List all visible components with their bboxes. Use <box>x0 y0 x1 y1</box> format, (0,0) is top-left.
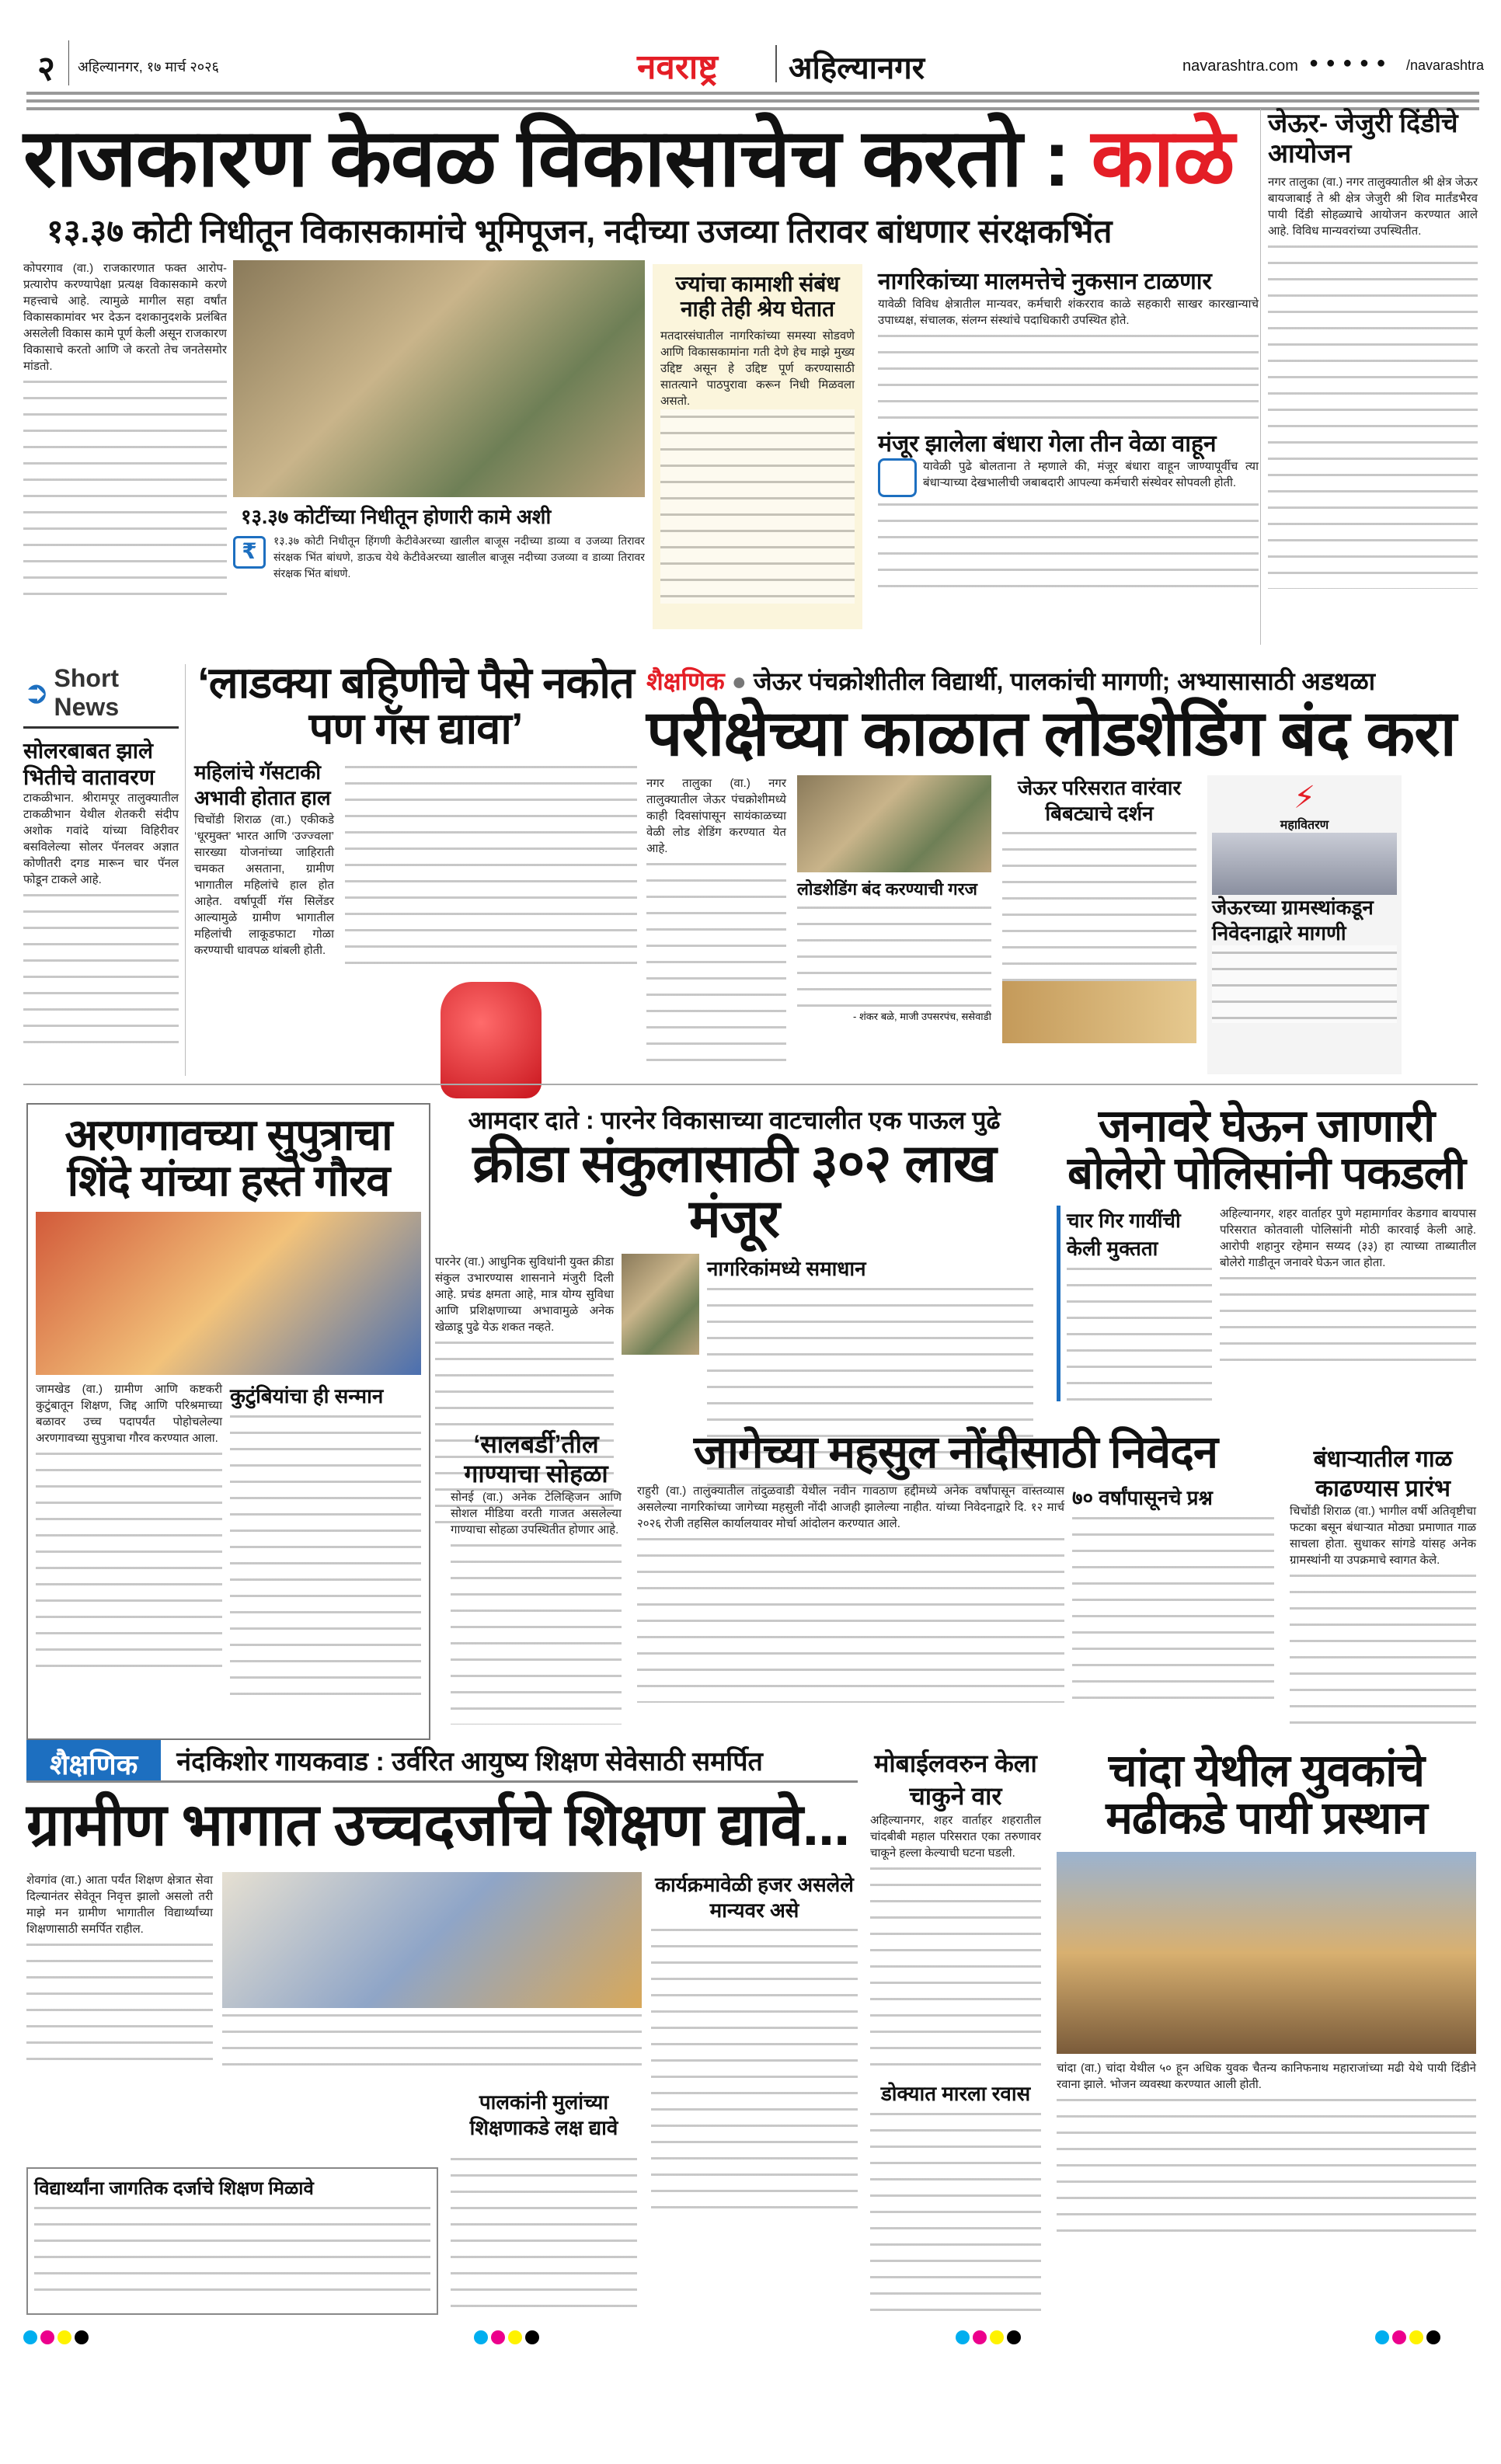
story-property-text: यावेळी विविध क्षेत्रातील मान्यवर, कर्मचारी शंकरराव काळे सहकारी साखर कारखान्याचे उपाध्यक्ष, संचालक, संलग्न संस्थांचे पदाधिकारी उपस्थित होते. <box>878 298 1259 327</box>
lead-subhead: १३.३७ कोटी निधीतून विकासकामांचे भूमिपूजन, नदीच्या उजव्या तिरावर बांधणार संरक्षकभिंत <box>47 213 1113 249</box>
mobile-story <box>870 1748 1041 2324</box>
story-dam-text: यावेळी पुढे बोलताना ते म्हणाले की, मंजूर बंधारा वाहून जाण्यापूर्वीच त्या बंधाऱ्याच्या देखभालीची जबाबदारी आपल्या कर्मचारी संस्थेवर सोपवली होती. <box>923 460 1259 489</box>
education-sub1: कार्यक्रमावेळी हजर असलेले मान्यवर असे <box>655 1873 854 1922</box>
bolero-story <box>1057 1103 1476 1401</box>
mobile-title: मोबाईलवरुन केला चाकुने वार <box>874 1749 1037 1810</box>
chanda-title: चांदा येथील युवकांचे मढीकडे पायी प्रस्थान <box>1106 1745 1427 1843</box>
education-title: ग्रामीण भागात उच्चदर्जाचे शिक्षण द्यावे... <box>26 1792 850 1858</box>
bolero-text: अहिल्यानगर, शहर वार्ताहर पुणे महामार्गावर केडगाव बायपास परिसरात कोतवाली पोलिसांनी मोठी कारवाई केली आहे. आरोपी शहानुर रहेमान सय्यद (३३) हा त्याच्या ताब्यातील बोलेरो गाडीतून जनावरे घेऊन जात होता. <box>1220 1206 1476 1269</box>
rupee-icon: ₹ <box>233 536 266 569</box>
arrow-icon: ➲ <box>23 676 50 710</box>
loadshedding-text: नगर तालुका (वा.) नगर तालुक्यातील जेऊर पंचक्रोशीमध्ये काही दिवसांपासून सायंकाळच्या वेळी लोड शेडिंग करण्यात येत आहे. <box>646 777 786 856</box>
lead-box-text: १३.३७ कोटी निधीतून हिंगणी केटीवेअरच्या खालील बाजूस नदीच्या डाव्या व उजव्या तिरावर संरक्षक भिंत बांधणे, डाऊच येथे केटीवेअरच्या खालील बाजूस नदीच्या उजव्या व डाव्या तिरावर संरक्षक भिंत बांधणे. <box>273 534 645 579</box>
education-photo <box>222 1872 642 2008</box>
gas-text: चिचोंडी शिराळ (वा.) एकीकडे ‘धूरमुक्त’ भारत आणि ‘उज्ज्वला’ सारख्या योजनांच्या जाहिराती चमकत असताना, ग्रामीण भागातील महिलांचे हाल होत आहेत. वर्षापूर्वी गॅस सिलेंडर आल्यामुळे ग्रामीण भागातील महिलांची लाकूडफाटा गोळा करण्याची धावपळ थांबली होती. <box>194 813 334 958</box>
silt-story <box>1290 1445 1476 1724</box>
felicitation-photo <box>36 1212 421 1375</box>
sub2: जेऊर परिसरात वारंवार बिबट्याचे दर्शन <box>1017 776 1182 825</box>
brand-logo: नवराष्ट्र <box>637 48 718 86</box>
sub3: जेऊरच्या ग्रामस्थांकडून निवेदनाद्वारे मागणी <box>1212 896 1374 945</box>
lead-photo <box>233 260 645 497</box>
education-band <box>26 1740 858 1783</box>
silt-title: बंधाऱ्यातील गाळ काढण्यास प्रारंभ <box>1313 1446 1453 1502</box>
sidebar-box <box>653 264 862 629</box>
dindi-title: जेऊर- जेजुरी दिंडीचे आयोजन <box>1268 109 1458 169</box>
mla-portrait <box>622 1254 699 1355</box>
story-property-title: नागरिकांच्या मालमत्तेचे नुकसान टाळणार <box>878 269 1212 294</box>
color-registration-marks <box>23 2330 92 2348</box>
education-sub3: विद्यार्थ्यांना जागतिक दर्जाचे शिक्षण मिळावे <box>34 2178 314 2199</box>
dindi-story <box>1268 109 1478 589</box>
short-news-title: सोलरबाबत झाले भितीचे वातावरण <box>23 739 155 789</box>
land-story <box>637 1429 1274 1705</box>
gas-title: ‘लाडक्या बहिणीचे पैसे नकोत पण गॅस द्यावा’ <box>197 658 634 753</box>
quote-icon <box>878 458 917 497</box>
sports-text: पारनेर (वा.) आधुनिक सुविधांनी युक्त क्रीडा संकुल उभारण्यास शासनाने मंजुरी दिली आहे. प्रचंड क्षमता आहे, मात्र योग्य सुविधा आणि प्रशिक्षणाच्या अभावामुळे अनेक खेळाडू पुढे येऊ शकत नव्हते. <box>435 1255 614 1334</box>
salbardi-title: ‘सालबर्डी’तील गाण्याचा सोहळा <box>464 1430 608 1488</box>
sports-sub: नागरिकांमध्ये समाधान <box>707 1256 866 1280</box>
chanda-story <box>1057 1745 1476 2233</box>
bolero-title: जनावरे घेऊन जाणारी बोलेरो पोलिसांनी पकडली <box>1067 1101 1466 1199</box>
dindi-text: नगर तालुका (वा.) नगर तालुक्यातील श्री क्षेत्र जेऊर बायजाबाई ते श्री क्षेत्र जेजुरी श्री शिव मार्तंडभैरव पायी दिंडी सोहळ्याचे आयोजन करण्यात आले आहे. विविध मान्यवरांच्या उपस्थितीत. <box>1268 176 1478 238</box>
sub1: लोडशेडिंग बंद करण्याची गरज <box>797 879 977 900</box>
loadshedding-title: परीक्षेच्या काळात लोडशेडिंग बंद करा <box>646 698 1456 769</box>
arangaon-title: अरणगावच्या सुपुत्राचा शिंदे यांच्या हस्ते गौरव <box>64 1110 392 1205</box>
mobile-sub: डोक्यात मारला रवास <box>880 2082 1031 2106</box>
mobile-text: अहिल्यानगर, शहर वार्ताहर शहरातील चांदबीबी महाल परिसरात एका तरुणावर चाकूने हल्ला केल्याची घटना घडली. <box>870 1814 1041 1860</box>
social-handle[interactable]: /navarashtra <box>1406 57 1485 73</box>
short-news-text: टाकळीभान. श्रीरामपूर तालुक्यातील टाकळीभान येथील शेतकरी संदीप अशोक गवांदे यांच्या विहिरीवर बसविलेल्या सोलर पॅनलवर अज्ञात कोणीतरी दगड मारून चार पॅनल फोडून टाकले आहे. <box>23 792 179 887</box>
pilgrims-photo <box>1057 1852 1476 2054</box>
chanda-text: चांदा (वा.) चांदा येथील ५० हून अधिक युवक चैतन्य कानिफनाथ महाराजांच्या मढी येथे पायी दिंडीने रवाना झाले. भोजन व्यवस्था करण्यात आली होती. <box>1057 2061 1476 2091</box>
lead-headline <box>23 113 1235 204</box>
land-title: जागेच्या महसुल नोंदीसाठी निवेदन <box>693 1427 1218 1477</box>
bolero-sub: चार गिर गायींची केली मुक्तता <box>1067 1208 1181 1260</box>
education-sub2: पालकांनी मुलांच्या शिक्षणाकडे लक्ष द्यावे <box>469 2090 618 2139</box>
strap: जेऊर पंचक्रोशीतील विद्यार्थी, पालकांची मागणी; अभ्यासासाठी अडथळा <box>753 667 1376 695</box>
mahavitaran-logo-icon: ⚡ <box>1293 781 1316 816</box>
lead-headline-text: राजकारण केवळ विकासाचेच करतो : <box>23 113 1070 204</box>
gas-subtitle: महिलांचे गॅसटाकी अभावी होतात हाल <box>194 760 331 810</box>
silt-text: चिचोंडी शिराळ (वा.) भागील वर्षी अतिवृष्टीचा फटका बसून बंधाऱ्यात मोठ्या प्रमाणात गाळ साचला होता. सुधाकर सांगडे यांसह अनेक ग्रामस्थांनी या उपक्रमाचे स्वागत केले. <box>1290 1505 1476 1567</box>
arangaon-text: जामखेड (वा.) ग्रामीण आणि कष्टकरी कुटुंबातून शिक्षण, जिद्द आणि परिश्रमाच्या बळावर उच्च पदापर्यंत पोहोचलेल्या अरणगावच्या सुपुत्राचा गौरव करण्यात आला. <box>36 1382 222 1445</box>
lead-caption: १३.३७ कोटींच्या निधीतून होणारी कामे अशी <box>241 505 552 528</box>
sidebar-box-text: मतदारसंघातील नागरिकांच्या समस्या सोडवणे आणि विकासकामांना गती देणे हेच माझे मुख्य उद्दिष्ट असून हे उद्दिष्ट पूर्ण करण्यासाठी सातत्याने पाठपुरावा करून निधी मिळवला असतो. <box>660 329 855 409</box>
education-kicker: शैक्षणिक <box>26 1740 161 1780</box>
gas-story <box>194 660 637 1103</box>
leopard-photo <box>1002 981 1196 1043</box>
salbardi-story <box>451 1429 622 1724</box>
color-registration-marks <box>956 2330 1024 2348</box>
short-news <box>23 664 179 1043</box>
social-icons[interactable]: ● ● ● ● ● <box>1309 54 1388 71</box>
story-property <box>878 264 1259 590</box>
kicker: शैक्षणिक <box>646 667 725 695</box>
quote-attribution: - शंकर बळे, माजी उपसरपंच, ससेवाडी <box>853 1011 991 1023</box>
masthead <box>23 40 1485 88</box>
salbardi-text: सोनई (वा.) अनेक टेलिव्हिजन आणि सोशल मीडिया वरती गाजत असलेल्या गाण्याचा सोहळा उपस्थितीत होणार आहे. <box>451 1490 622 1537</box>
power-tower-photo <box>1212 833 1397 895</box>
color-registration-marks <box>474 2330 542 2348</box>
loadshedding-story: शैक्षणिक ● जेऊर पंचक्रोशीतील विद्यार्थी, पालकांची मागणी; अभ्यासासाठी अडथळा परीक्षेच्या काळात लोडशेडिंग बंद करा नगर तालुका (वा.) नगर तालुक्यातील जेऊर पंचक्रोशीमध्ये काही दिवसांपासून सायंकाळच्या वेळी लोड शेडिंग करण्यात येत आहे. लोडशेडिंग बंद करण्याची गरज - शंकर बळे, माजी उपसरपंच, ससेवाडी जेऊर परिसरात वारंवार बिबट्याचे दर्शन ⚡ महावितरण जेऊरच्या ग्रामस्थांकडून निवेदनाद्वारे मागणी <box>646 664 1478 1074</box>
page-number: २ <box>37 50 55 88</box>
color-registration-marks <box>1375 2330 1444 2348</box>
lead-headline-red: काळे <box>1091 113 1235 204</box>
gas-cylinder-image <box>441 982 542 1098</box>
arangaon-sub: कुटुंबियांचा ही सन्मान <box>230 1383 384 1408</box>
land-sub: ७० वर्षांपासूनचे प्रश्न <box>1072 1485 1213 1509</box>
education-sub3-box <box>26 2167 438 2315</box>
sports-title: क्रीडा संकुलासाठी ३०२ लाख मंजूर <box>472 1134 996 1249</box>
arangaon-story <box>26 1103 430 1740</box>
website-link[interactable]: navarashtra.com <box>1182 57 1298 75</box>
land-text: राहुरी (वा.) तालुक्यातील तांदुळवाडी येथील नवीन गावठाण हद्दीमध्ये अनेक वर्षांपासून वास्तव्यास असलेल्या नागरिकांच्या जागेच्या महसुली नोंदी आजही झालेल्या नाहीत. यांच्या निवेदनाद्वारे दि. १२ मार्च २०२६ रोजी तहसिल कार्यालयावर मोर्चा आंदोलन करण्यात आले. <box>637 1484 1064 1530</box>
education-body <box>26 1872 858 2218</box>
mahavitaran-logo-text: महावितरण <box>1280 819 1329 833</box>
sidebar-box-title: ज्यांचा कामाशी संबंध नाही तेही श्रेय घेतात <box>675 272 840 322</box>
students-photo <box>797 775 991 872</box>
education-text: शेवगांव (वा.) आता पर्यंत शिक्षण क्षेत्रात सेवा दिल्यानंतर सेवेतून निवृत्त झालो असलो तरी माझे मन ग्रामीण भागातील विद्यार्थ्यांच्या शिक्षणासाठी समर्पित राहील. <box>26 1874 213 1936</box>
story-dam-title: मंजूर झालेला बंधारा गेला तीन वेळा वाहून <box>878 431 1217 457</box>
edition-name: अहिल्यानगर <box>789 51 925 85</box>
short-news-label: Short News <box>54 664 120 721</box>
dateline: अहिल्यानगर, १७ मार्च २०२६ <box>78 59 219 75</box>
lead-intro-text: कोपरगाव (वा.) राजकारणात फक्त आरोप-प्रत्यारोप करण्यापेक्षा प्रत्यक्ष विकासकामे करणे महत्त्वाचे आहे. त्यामुळे मागील सहा वर्षांत विकासकामांवर भर देऊन दशकानुदशके प्रलंबित असलेली विकास कामे पूर्ण केली असून राजकारण विकासाचे करतो आणि जे करतो तेच जनतेसमोर मांडतो. <box>23 262 227 373</box>
sports-strap: आमदार दाते : पारनेर विकासाच्या वाटचालीत एक पाऊल पुढे <box>468 1106 1001 1134</box>
education-strap: नंदकिशोर गायकवाड : उर्वरित आयुष्य शिक्षण सेवेसाठी समर्पित <box>176 1747 763 1777</box>
lead-intro <box>23 260 227 649</box>
